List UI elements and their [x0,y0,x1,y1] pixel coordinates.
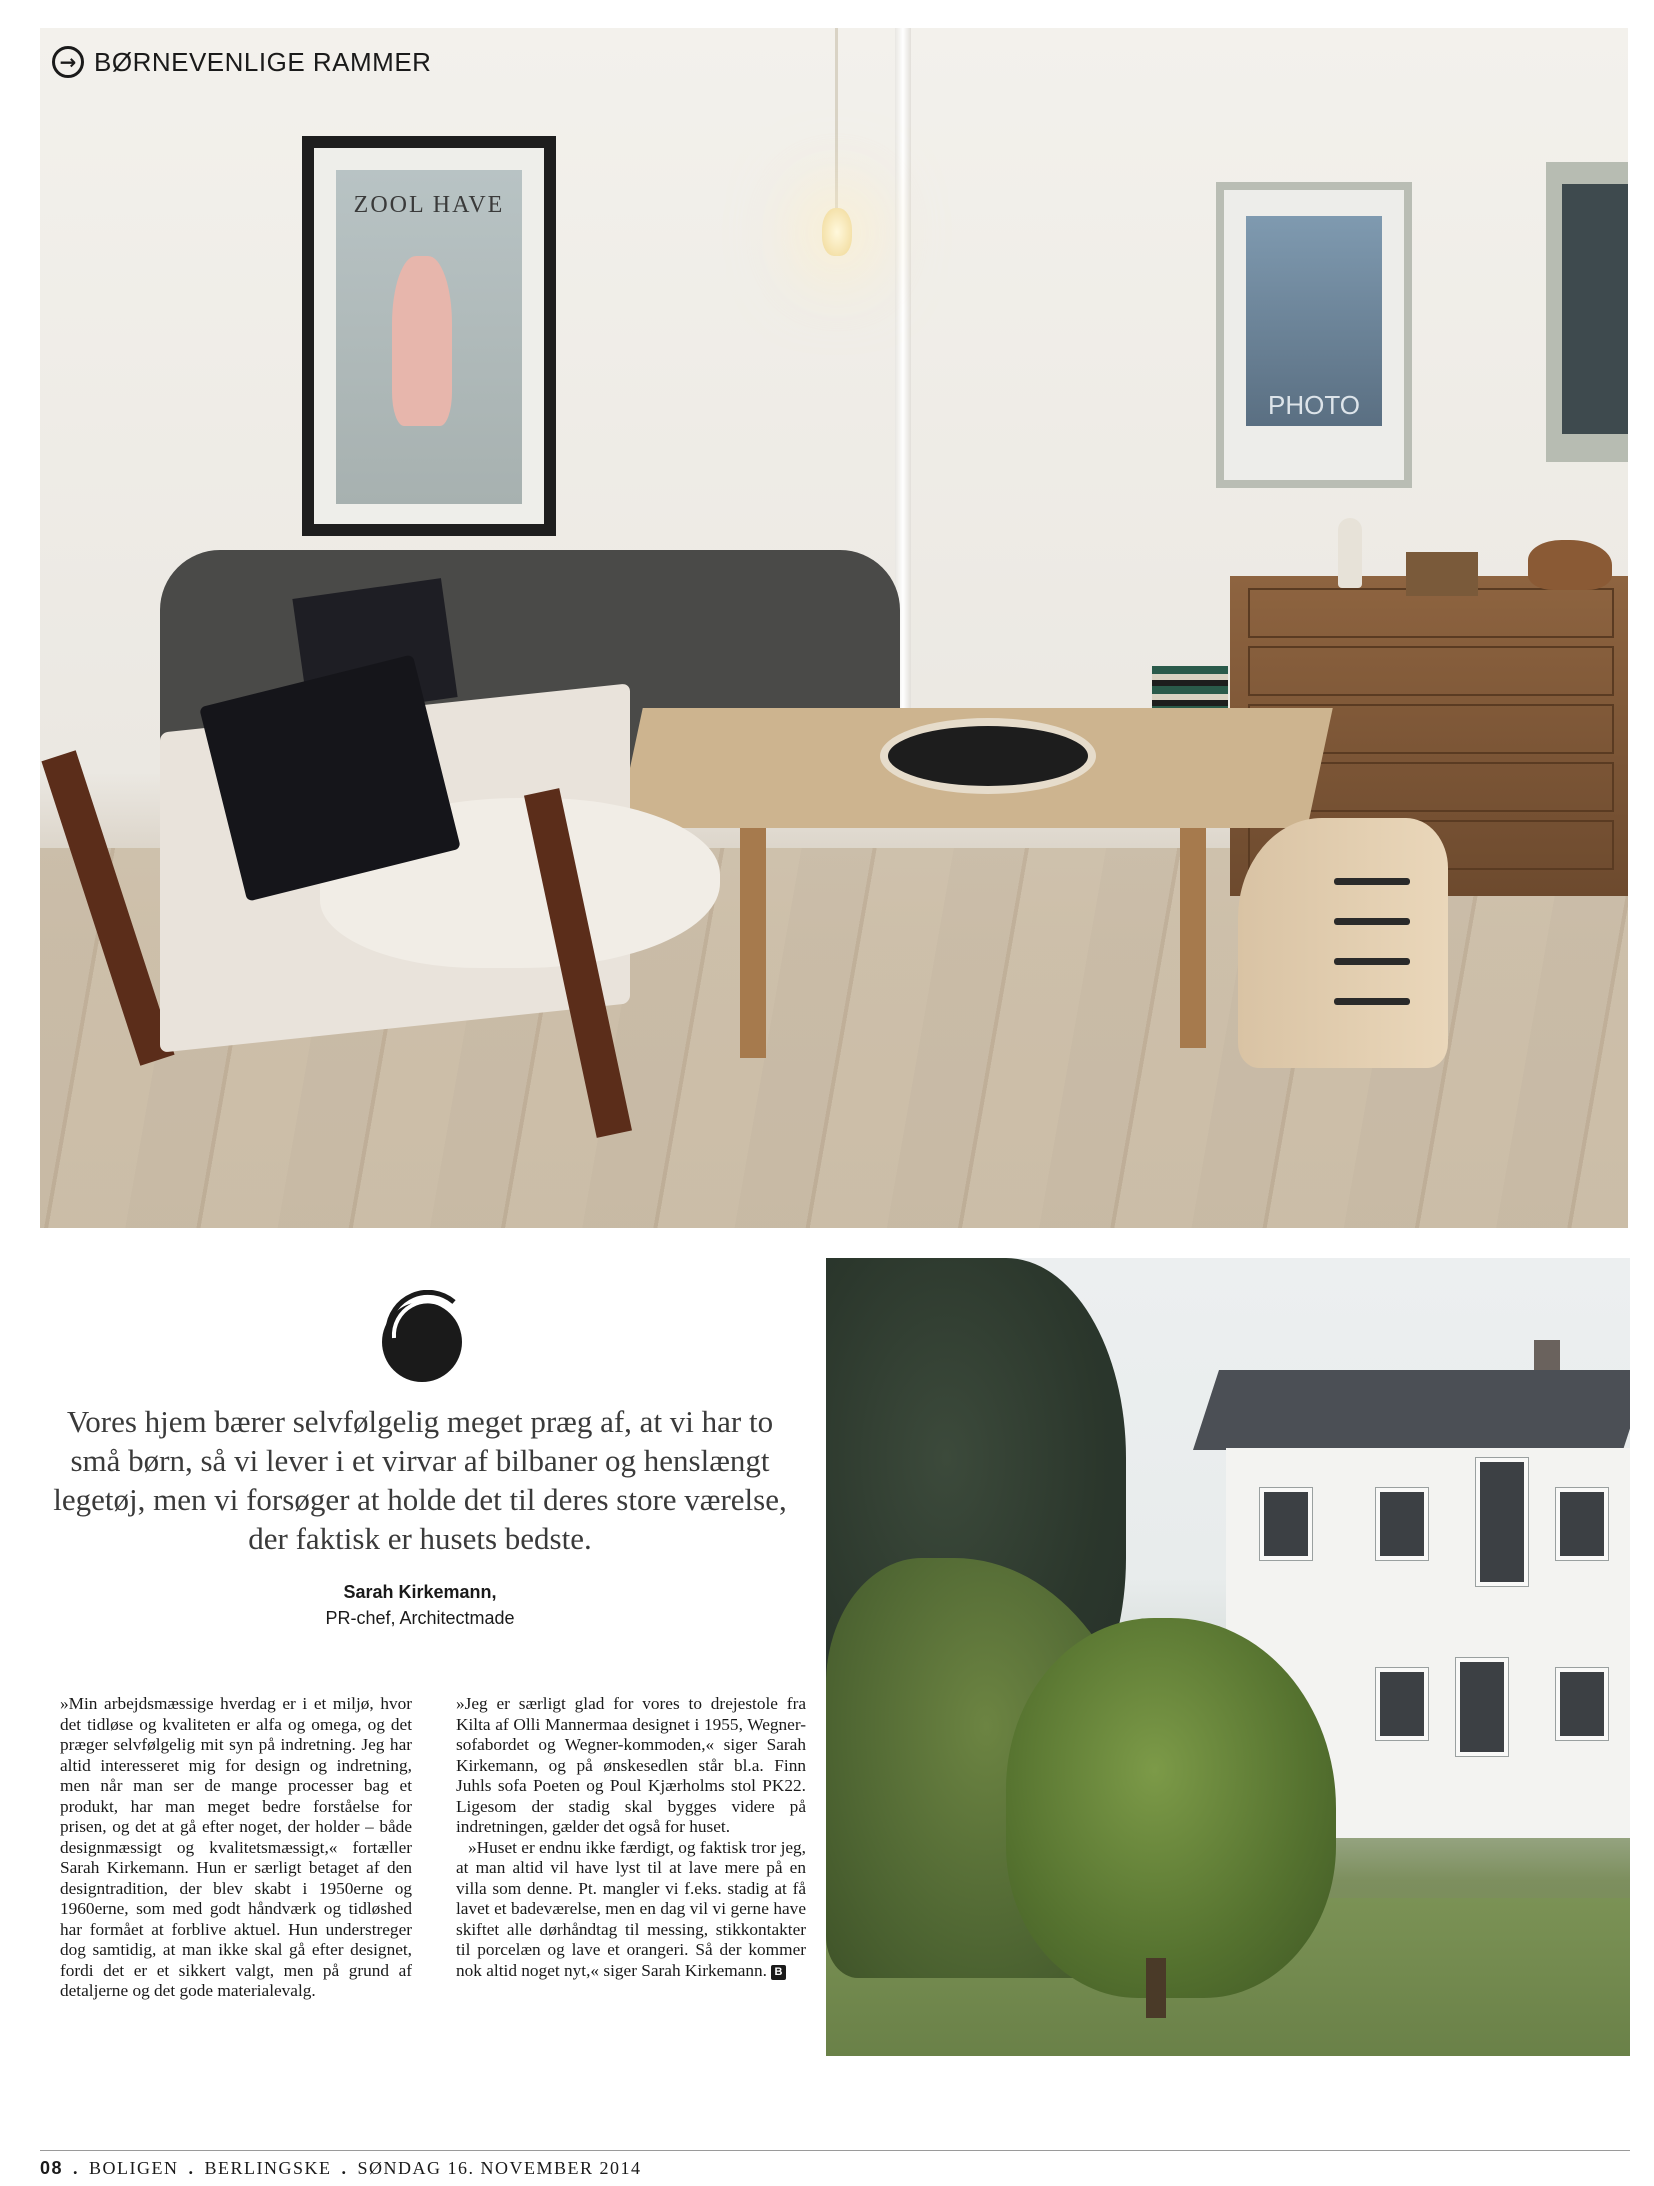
house-roof [1193,1370,1630,1450]
section-heading-row [52,42,431,82]
footer-separator: . [341,2158,348,2178]
garden-shrub [1006,1618,1336,1998]
berlingske-end-mark-icon: B [771,1965,786,1980]
arrow-right-circle-icon: → [52,46,84,78]
footer-date: SØNDAG 16. NOVEMBER 2014 [357,2158,642,2178]
house-garden-photo [826,1258,1630,2056]
footer-publication: BERLINGSKE [204,2158,332,2178]
page-footer [40,2158,642,2179]
round-tray [880,718,1096,794]
body-paragraph: »Min arbejdsmæssige hverdag er i et miljø, hvor det tidløse og kvaliteten er alfa og omega, og det præger selvfølgelig mit syn på indretning. Jeg har altid interesseret mig for design og indretning, men når man ser de mange processer bag et produkt, har man meget bedre forståelse for prisen, og det at gå efter noget, der holder – både designmæssigt og kvalitetsmæssigt,« fortæller Sarah Kirkemann. Hun er særligt betaget af den designtradition, der blev skabt i 1950erne og 1960erne, som med godt håndværk og tidløshed har formået at forblive aktuel. Hun understreger dog samtidig, at man ikke skal gå efter designet, fordi det er et sikkert valgt, men på grund af detaljerne og det gode materialevalg. [60,1694,412,2000]
body-paragraph: »Jeg er særligt glad for vores to drejestole fra Kilta af Olli Mannermaa designet i 1955, Wegner-sofabordet og Wegner-kommoden,« siger Sarah Kirkemann, og på ønskesedlen står bl.a. Finn Juhls sofa Poeten og Poul Kjærholms stol PK22. Ligesom der stadig skal bygges videre på indretningen, gælder det også for huset. [456,1694,806,1836]
page-number: 08 [40,2158,64,2178]
photo-poster [1216,182,1412,488]
quote-mark-icon [374,1290,470,1386]
flamingo-poster-text: ZOOL HAVE [353,192,505,218]
footer-separator: . [73,2158,80,2178]
body-paragraph-last [456,1838,806,1982]
photo-poster-text: PHOTO [1268,390,1360,420]
section-heading: BØRNEVENLIGE RAMMER [94,46,432,77]
flamingo-poster [302,136,556,536]
table-leg [740,828,766,1058]
quote-role: PR-chef, Architectmade [325,1608,515,1628]
body-paragraph-text: »Huset er endnu ikke færdigt, og faktisk tror jeg, at man altid vil have lyst til at lave mere på en villa som denne. Pt. mangler vi f.eks. stadig at få lavet et badeværelse, men en dag vil vi gerne have skiftet alle dørhåndtag til messing, stikkontakter til porcelæn og lave et orangeri. Så der kommer nok altid noget nyt,« siger Sarah Kirkemann. [456,1837,806,1980]
footer-section: BOLIGEN [89,2158,179,2178]
hippo-figure [1528,540,1612,590]
table-lamp [1338,518,1362,588]
pull-quote: Vores hjem bærer selvfølgelig meget præg af, at vi har to små børn, så vi lever i et virvar af bilbaner og henslængt legetøj, men vi forsøger at holde det til deres store værelse, der faktisk er husets bedste. [53,1404,787,1556]
pendant-cord [835,28,838,218]
children-chair [1238,818,1448,1068]
body-column-2 [456,1694,806,1981]
pendant-bulb [822,208,852,256]
body-column-1 [60,1694,412,2002]
partial-poster [1546,162,1628,462]
quote-author: Sarah Kirkemann, [343,1582,497,1602]
shrub-trunk [1146,1958,1166,2018]
table-leg [1180,828,1206,1048]
radio [1406,552,1478,596]
footer-separator: . [188,2158,195,2178]
footer-rule [40,2150,1630,2151]
living-room-photo [40,28,1628,1228]
